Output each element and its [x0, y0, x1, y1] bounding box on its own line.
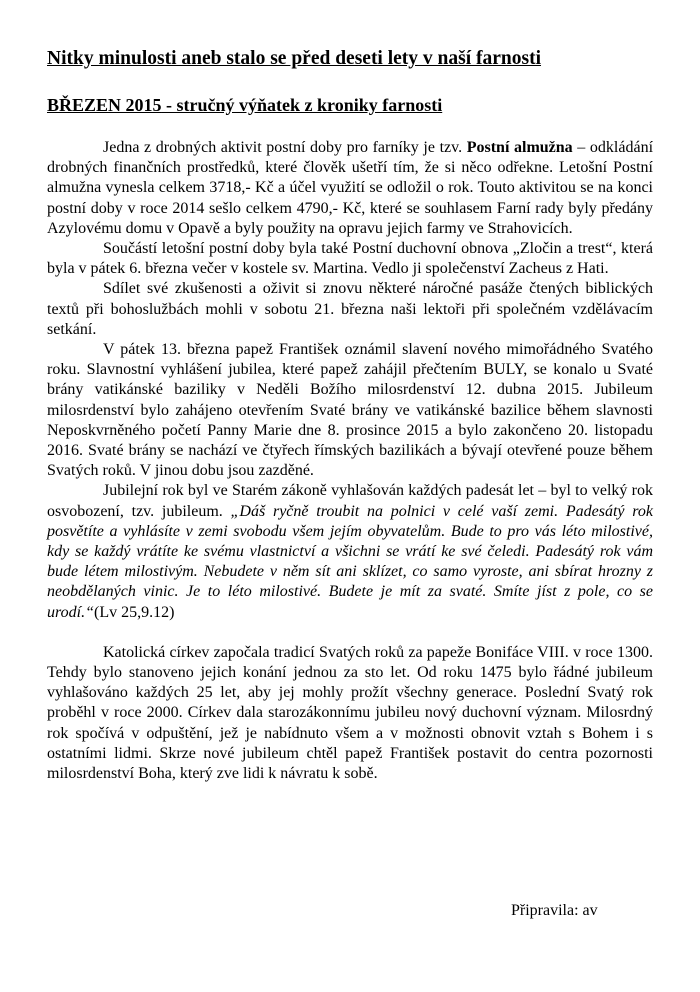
paragraph-svaty-rok: V pátek 13. března papež František oznámil slavení nového mimořádného Svatého roku. Slavnostní vyhlášení jubilea, které papež zahájil přečtením BULY, se konalo u Svaté brány vatikánské baziliky v Neděli Božího milosrdenství 12. dubna 2015. Jubileum milosrdenství bylo zahájeno otevřením Svaté brány ve vatikánské bazilice během slavnosti Neposkvrněného početí Panny Marie dne 8. prosince 2015 a bylo zakončeno 20. listopadu 2016. Svaté brány se nachází ve čtyřech římských bazilikách a bývají otevřené pouze během Svatých roků. V jinou dobu jsou zazděné. [47, 341, 653, 480]
section-heading-description: - stručný výňatek z kroniky farnosti [161, 95, 443, 115]
paragraph-katolicka-cirkev: Katolická církev započala tradicí Svatých roků za papeže Bonifáce VIII. v roce 1300. Tehdy bylo stanoveno jejich konání jednou za sto let. Od roku 1475 bylo řádné jubileum vyhlašováno každých 25 let, aby jej mohly prožít všechny generace. Poslední Svatý rok proběhl v roce 2000. Církev dala starozákonnímu jubileu nový duchovní význam. Milosrdný rok spočívá v odpuštění, jež je nabídnuto všem a v možnosti obnovit vztah s Bohem i s ostatními lidmi. Skrze nové jubileum chtěl papež František postavit do centra pozornosti milosrdenství Boha, který zve lidi k návratu k sobě. [47, 643, 653, 783]
article-body [47, 138, 653, 784]
author-signature: Připravila: av [511, 902, 598, 919]
paragraph-text: Jubilejní rok byl ve Starém zákoně vyhlašován každých padesát let – byl to velký rok osvobození, tzv. jubileum. [47, 482, 653, 520]
paragraph-duchovni-obnova: Součástí letošní postní doby byla také Postní duchovní obnova „Zločin a trest“, která byla v pátek 6. března večer v kostele sv. Martina. Vedlo ji společenství Zacheus z Hati. [47, 240, 653, 278]
paragraph-text: – odkládání drobných finančních prostředků, které člověk ušetří tím, že si něco odřekne. Letošní Postní almužna vynesla celkem 3718,- Kč a účel využití se odložil o rok. Touto aktivitou se na konci postní doby v roce 2014 sešlo celkem 4790,- Kč, které se souhlasem Farní rady byly předány Azylovému domu v Opavě a byly použity na opravu jejich farmy ve Strahovicích. [47, 139, 654, 237]
paragraph-lektori: Sdílet své zkušenosti a oživit si znovu některé náročné pasáže čtených biblických textů při bohoslužbách mohli v sobotu 21. března naši lektoři při společném vzdělávacím setkání. [47, 280, 653, 338]
paragraph-emphasis: Postní almužna [466, 139, 573, 156]
paragraph-jubilejni-rok [47, 481, 653, 622]
paragraph-postni-almuzna [47, 138, 653, 239]
bible-reference: (Lv 25,9.12) [93, 603, 175, 621]
section-heading [47, 95, 442, 116]
paragraph-text: Jedna z drobných aktivit postní doby pro farníky je tzv. [103, 139, 467, 156]
page-title: Nitky minulosti aneb stalo se před deseti lety v naší farnosti [47, 48, 542, 69]
bible-quote: „Dáš ryčně troubit na polnici v celé vaší zemi. Padesátý rok posvětíte a vyhlásíte v zemi svobodu všem jejím obyvatelům. Bude to pro vás léto milostivé, kdy se každý vrátíte ke svému vlastnictví a všichni se vrátí ke své čeledi. Padesátý rok vám bude létem milostivým. Nebudete v něm sít ani sklízet, co samo vyroste, ani sbírat hrozny z neobdělaných vinic. Je to léto milostivé. Budete je mít za svaté. Smíte jíst z pole, co se urodí.“ [47, 502, 654, 621]
section-heading-month: BŘEZEN 2015 [47, 95, 162, 115]
